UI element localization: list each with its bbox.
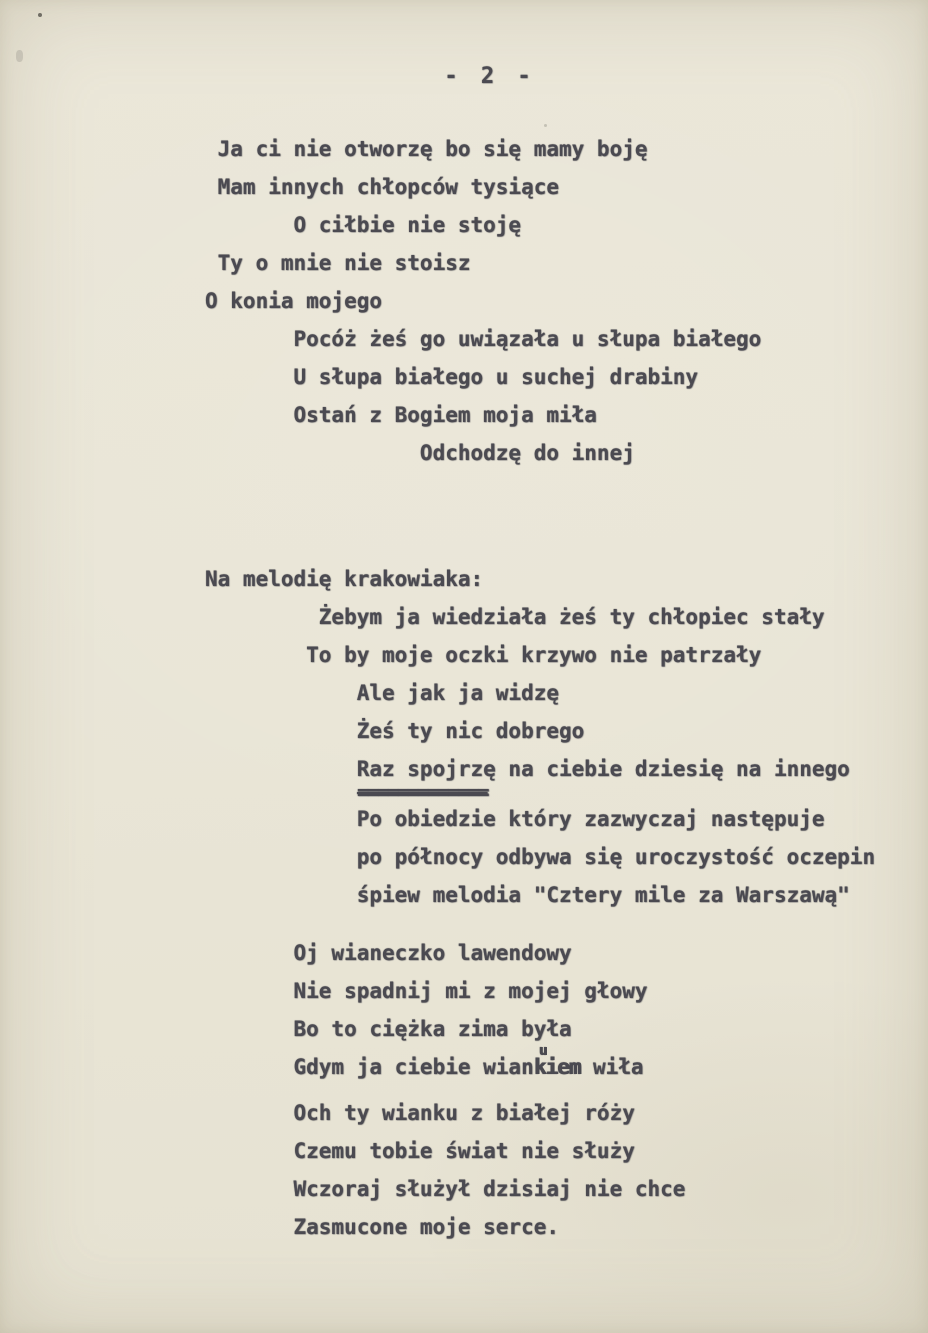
- overstruck-word: kiem u: [533, 1043, 581, 1079]
- poem-line: To by moje oczki krzywo nie patrzały: [205, 643, 762, 667]
- poem-line: Bo to ciężka zima była: [205, 1017, 572, 1041]
- stanza-1: [205, 130, 912, 472]
- poem-line: Oj wianeczko lawendowy: [205, 941, 572, 965]
- poem-line: Po obiedzie który zazwyczaj następuje: [205, 807, 825, 831]
- poem-line: Wczoraj służył dzisiaj nie chce: [205, 1177, 686, 1201]
- poem-line: U słupa białego u suchej drabiny: [205, 365, 699, 389]
- poem-body: [205, 130, 912, 1246]
- page-number: - 2 -: [444, 64, 536, 89]
- paper-smudge: [16, 50, 23, 62]
- stanza-4: [205, 1094, 912, 1246]
- poem-line: po północy odbywa się uroczystość oczepin: [205, 845, 876, 869]
- poem-line: Ty o mnie nie stoisz: [205, 251, 471, 275]
- poem-line: Żebym ja wiedziała żeś ty chłopiec stały: [205, 605, 825, 629]
- text-segment: Gdym ja ciebie wian: [205, 1055, 534, 1079]
- poem-line: O ciłbie nie stoję: [205, 213, 522, 237]
- section-heading-line: Na melodię krakowiaka:: [205, 567, 484, 591]
- poem-line: [205, 1043, 912, 1086]
- typed-divider-rule: =============: [357, 788, 488, 800]
- section-heading: [205, 560, 912, 598]
- poem-line: śpiew melodia "Cztery mile za Warszawą": [205, 883, 850, 907]
- stanza-2: [205, 598, 912, 914]
- poem-line: Żeś ty nic dobrego: [205, 719, 585, 743]
- text-segment: wiła: [580, 1055, 644, 1079]
- poem-line: Nie spadnij mi z mojej głowy: [205, 979, 648, 1003]
- poem-line: Och ty wianku z białej róży: [205, 1101, 635, 1125]
- poem-line: Ale jak ja widzę: [205, 681, 560, 705]
- poem-line: O konia mojego: [205, 289, 383, 313]
- ink-speck: [544, 124, 547, 127]
- poem-line: Mam innych chłopców tysiące: [205, 175, 560, 199]
- stanza-3: [205, 934, 912, 1086]
- poem-line: Odchodzę do innej: [205, 441, 635, 465]
- overtyped-correction: u: [538, 1043, 548, 1059]
- poem-line: Czemu tobie świat nie służy: [205, 1139, 635, 1163]
- poem-line: Zasmucone moje serce.: [205, 1215, 560, 1239]
- poem-line: Ja ci nie otworzę bo się mamy boję: [205, 137, 648, 161]
- poem-line: Raz spojrzę na ciebie dziesię na innego: [205, 757, 850, 781]
- poem-line: Pocóż żeś go uwiązała u słupa białego: [205, 327, 762, 351]
- poem-line: Ostań z Bogiem moja miła: [205, 403, 597, 427]
- ink-speck: [38, 13, 42, 17]
